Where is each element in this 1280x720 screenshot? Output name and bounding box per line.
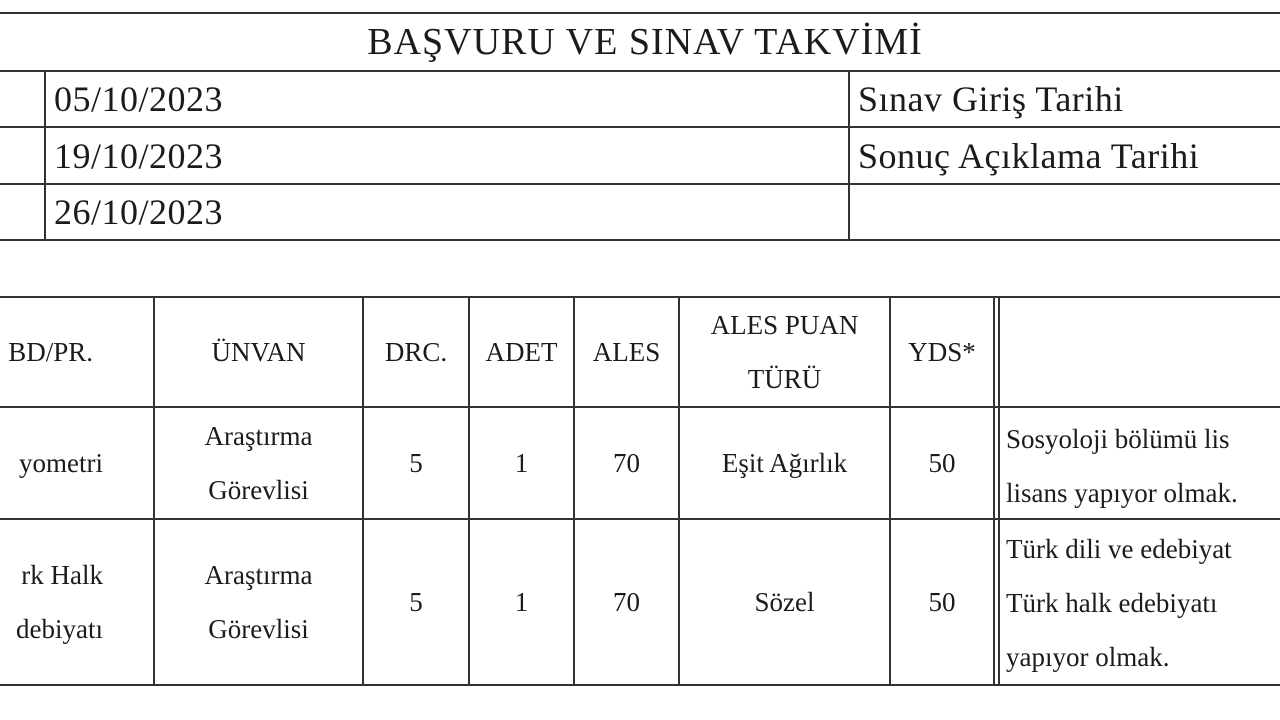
calendar-label: Sınav Giriş Tarihi — [858, 79, 1124, 119]
row-conditions-line: Türk dili ve edebiyat — [1006, 534, 1232, 564]
header-title: ÜNVAN — [211, 336, 306, 367]
row-title-line: Araştırma — [204, 421, 313, 451]
row-title — [155, 408, 362, 518]
row-conditions-line: yapıyor olmak. — [1006, 642, 1170, 672]
calendar-label: Sonuç Açıklama Tarihi — [858, 135, 1200, 176]
row-title-line: Görevlisi — [208, 475, 309, 505]
row-title-line: Görevlisi — [208, 614, 309, 644]
header-count: ADET — [485, 336, 558, 367]
row-degree: 5 — [409, 586, 423, 617]
header-conditions — [1000, 298, 1280, 406]
row-department-line: yometri — [19, 447, 103, 478]
header-ales-type-line: TÜRÜ — [747, 364, 822, 394]
row-conditions-line: Sosyoloji bölümü lis — [1006, 424, 1230, 454]
row-count: 1 — [514, 586, 529, 617]
calendar-title: BAŞVURU VE SINAV TAKVİMİ — [367, 21, 923, 63]
calendar-date: 19/10/2023 — [54, 135, 224, 176]
table-border — [0, 684, 1280, 686]
row-title — [155, 520, 362, 684]
calendar-date: 05/10/2023 — [54, 79, 224, 119]
row-conditions — [1000, 522, 1280, 684]
row-department — [0, 520, 103, 684]
row-department-line: debiyatı — [16, 614, 103, 644]
row-degree: 5 — [409, 447, 423, 478]
header-ales: ALES — [592, 336, 661, 367]
row-yds: 50 — [928, 586, 956, 617]
row-conditions-line: lisans yapıyor olmak. — [1006, 478, 1238, 508]
header-yds: YDS* — [908, 336, 976, 367]
calendar-date: 26/10/2023 — [54, 192, 224, 232]
header-department: BD/PR. — [8, 336, 93, 367]
row-count: 1 — [514, 447, 529, 478]
row-department-line: rk Halk — [21, 560, 103, 590]
header-ales-type — [680, 298, 889, 406]
table-border — [0, 239, 1280, 241]
row-ales: 70 — [613, 447, 640, 478]
row-ales: 70 — [613, 586, 640, 617]
calendar-label — [850, 185, 1280, 239]
row-ales-type: Eşit Ağırlık — [721, 447, 848, 478]
row-yds: 50 — [928, 447, 956, 478]
row-conditions — [1000, 412, 1280, 518]
header-degree: DRC. — [384, 336, 448, 367]
row-title-line: Araştırma — [204, 560, 313, 590]
row-department — [0, 408, 103, 518]
row-conditions-line: Türk halk edebiyatı — [1006, 588, 1218, 618]
row-ales-type: Sözel — [754, 586, 815, 617]
header-ales-type-line: ALES PUAN — [710, 310, 859, 340]
table-border — [993, 296, 995, 686]
